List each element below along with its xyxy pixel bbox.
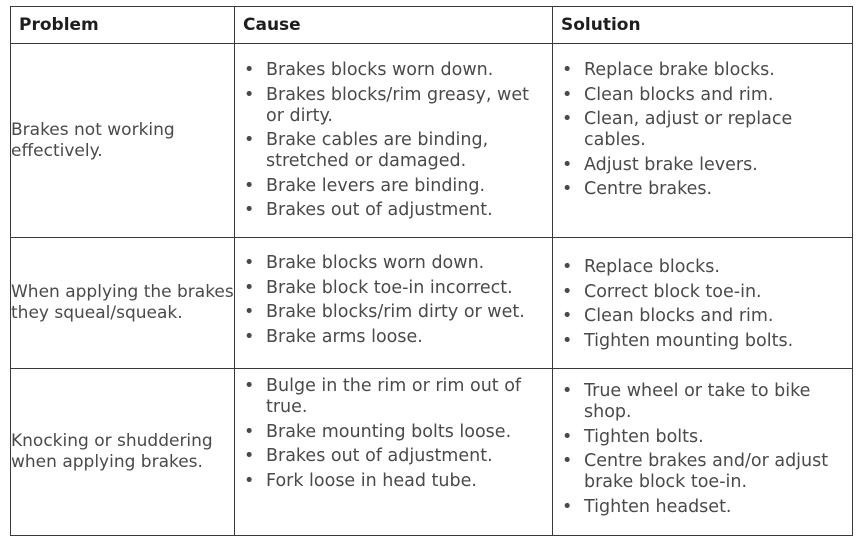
table-row: [11, 44, 853, 238]
solution-text: Correct block toe-in.: [584, 281, 762, 302]
list-item: [553, 155, 852, 176]
bullet-icon: •: [562, 330, 573, 351]
cause-cell: [235, 369, 553, 536]
bullet-icon: •: [244, 302, 255, 322]
cause-text: Brake arms loose.: [266, 326, 423, 347]
bullet-icon: •: [244, 200, 255, 220]
list-item: [553, 109, 852, 151]
table-row: [11, 238, 853, 369]
table-row: [11, 369, 853, 536]
solution-text: Clean blocks and rim.: [584, 84, 774, 105]
cause-text: Brakes blocks/rim greasy, wet or dirty.: [266, 84, 529, 126]
cause-cell: [235, 44, 553, 238]
solution-text: True wheel or take to bike shop.: [584, 381, 811, 422]
solution-list: [553, 238, 852, 352]
cause-cell: [235, 238, 553, 369]
cause-list: [235, 369, 552, 492]
solution-text: Adjust brake levers.: [584, 154, 758, 175]
bullet-icon: •: [244, 326, 255, 347]
list-item: [553, 497, 852, 518]
bullet-icon: •: [244, 84, 255, 105]
bullet-icon: •: [562, 281, 573, 302]
bullet-icon: •: [562, 60, 573, 80]
bullet-icon: •: [562, 179, 573, 199]
list-item: [553, 282, 852, 303]
bullet-icon: •: [244, 421, 255, 442]
list-item: [553, 60, 852, 81]
solution-text: Centre brakes.: [584, 179, 713, 199]
list-item: [553, 381, 852, 423]
solution-cell: [553, 44, 853, 238]
list-item: [235, 176, 552, 197]
list-item: [553, 85, 852, 106]
cause-text: Brake blocks/rim dirty or wet.: [266, 302, 525, 322]
list-item: [235, 446, 552, 467]
solution-text: Centre brakes and/or adjust brake block toe-in.: [584, 451, 829, 492]
solution-cell: [553, 369, 853, 536]
bullet-icon: •: [244, 175, 255, 196]
header-solution: Solution: [553, 7, 853, 44]
cause-text: Brake cables are binding, stretched or damaged.: [266, 130, 489, 171]
header-cause: Cause: [235, 7, 553, 44]
problem-cell: When applying the brakes they squeal/squeak.: [11, 238, 235, 369]
solution-text: Tighten mounting bolts.: [584, 330, 794, 351]
list-item: [235, 130, 552, 172]
solution-text: Tighten headset.: [584, 496, 732, 517]
bullet-icon: •: [244, 277, 255, 298]
list-item: [553, 331, 852, 352]
bullet-icon: •: [244, 470, 255, 491]
bullet-icon: •: [562, 257, 573, 277]
list-item: [235, 422, 552, 443]
cause-list: [235, 238, 552, 348]
solution-list: [553, 44, 852, 200]
solution-text: Clean blocks and rim.: [584, 306, 774, 326]
solution-text: Tighten bolts.: [584, 426, 704, 447]
list-item: [235, 60, 552, 81]
bullet-icon: •: [562, 496, 573, 517]
solution-text: Replace blocks.: [584, 257, 720, 277]
cause-text: Bulge in the rim or rim out of true.: [266, 376, 522, 417]
bullet-icon: •: [244, 376, 255, 396]
list-item: [553, 179, 852, 200]
solution-text: Replace brake blocks.: [584, 60, 775, 80]
list-item: [235, 376, 552, 418]
bullet-icon: •: [244, 446, 255, 466]
bullet-icon: •: [562, 306, 573, 326]
cause-text: Brake levers are binding.: [266, 175, 486, 196]
bullet-icon: •: [562, 426, 573, 447]
cause-text: Brake mounting bolts loose.: [266, 421, 512, 442]
solution-list: [553, 369, 852, 518]
header-problem: Problem: [11, 7, 235, 44]
cause-text: Fork loose in head tube.: [266, 470, 477, 491]
list-item: [553, 427, 852, 448]
bullet-icon: •: [244, 60, 255, 80]
list-item: [235, 253, 552, 274]
list-item: [235, 471, 552, 492]
bullet-icon: •: [562, 451, 573, 471]
cause-text: Brakes blocks worn down.: [266, 60, 494, 80]
solution-text: Clean, adjust or replace cables.: [584, 109, 793, 150]
brake-troubleshooting-table: [10, 6, 853, 536]
cause-text: Brake blocks worn down.: [266, 253, 485, 273]
list-item: [235, 302, 552, 323]
list-item: [235, 327, 552, 348]
bullet-icon: •: [562, 154, 573, 175]
problem-cell: Brakes not working effectively.: [11, 44, 235, 238]
bullet-icon: •: [562, 109, 573, 129]
bullet-icon: •: [244, 130, 255, 150]
bullet-icon: •: [562, 381, 573, 401]
bullet-icon: •: [562, 84, 573, 105]
problem-cell: Knocking or shuddering when applying brakes.: [11, 369, 235, 536]
list-item: [553, 306, 852, 327]
cause-text: Brakes out of adjustment.: [266, 446, 493, 466]
solution-cell: [553, 238, 853, 369]
cause-text: Brakes out of adjustment.: [266, 200, 493, 220]
cause-text: Brake block toe-in incorrect.: [266, 277, 513, 298]
cause-list: [235, 44, 552, 221]
header-row: [11, 7, 853, 44]
list-item: [235, 85, 552, 127]
list-item: [553, 451, 852, 493]
bullet-icon: •: [244, 253, 255, 273]
list-item: [235, 278, 552, 299]
list-item: [235, 200, 552, 221]
list-item: [553, 257, 852, 278]
